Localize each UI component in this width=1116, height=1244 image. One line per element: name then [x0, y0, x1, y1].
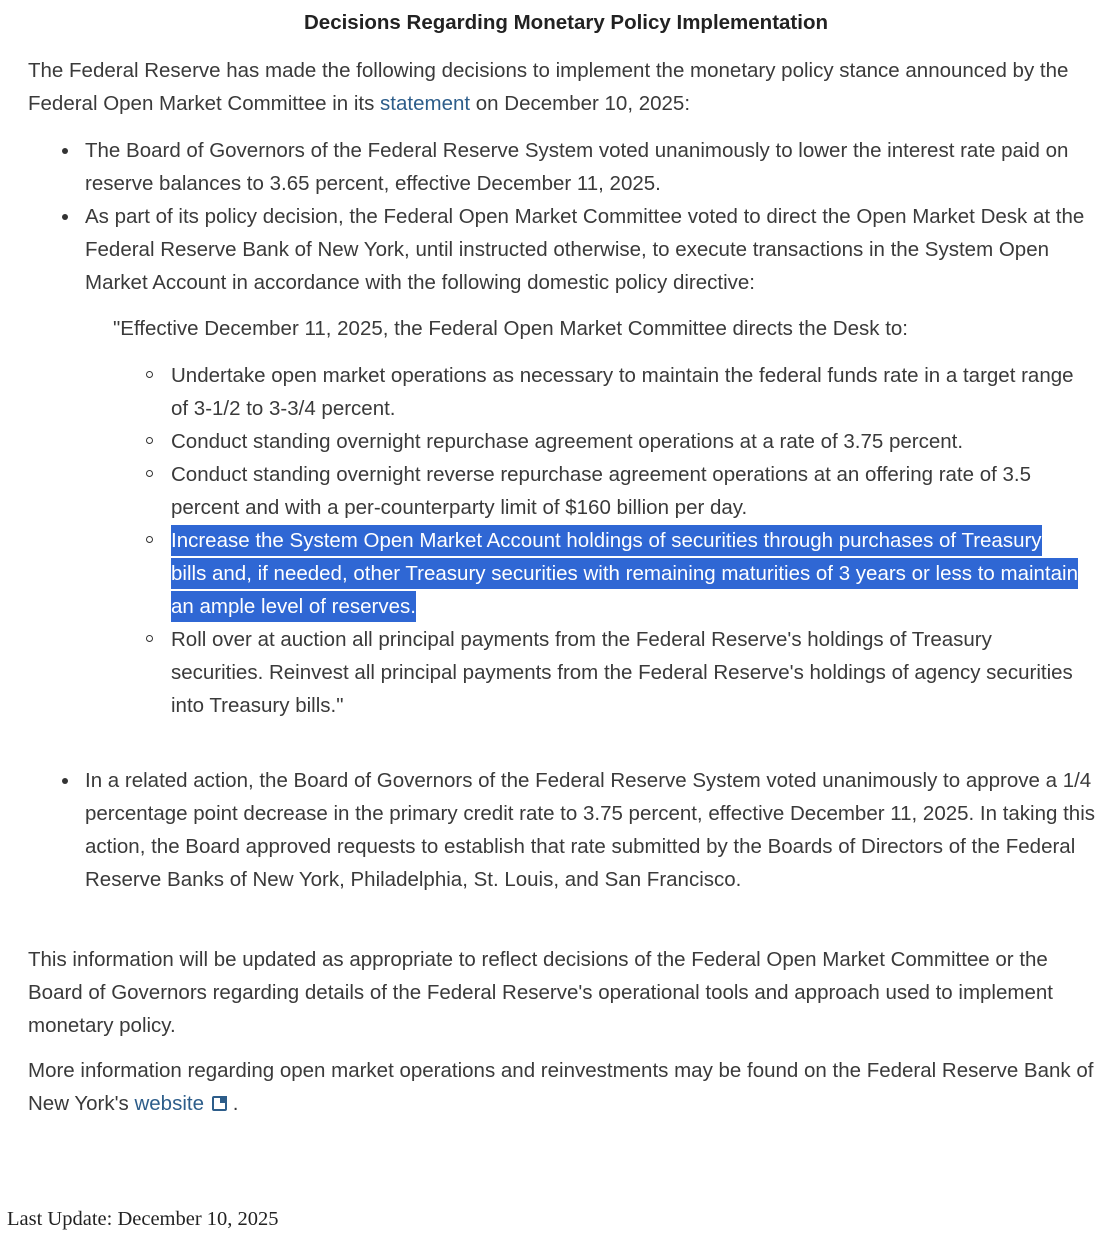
list-item: In a related action, the Board of Governors of the Federal Reserve System voted unanimously to approve a 1/4 percentage point decrease in the primary credit rate to 3.75 percent, effective December 11, 2025. In taking this action, the Board approved requests to establish that rate submitted by the Boards of Directors of the Federal Reserve Banks of New York, Philadelphia, St. Louis, and San Francisco. — [28, 764, 1108, 896]
statement-link[interactable]: statement — [380, 92, 471, 115]
more-info-period: . — [232, 1092, 239, 1115]
list-item: Conduct standing overnight reverse repurchase agreement operations at an offering rate of 3.5 percent and with a per-counterparty limit of $160 billion per day. — [145, 458, 1080, 524]
more-info-text: More information regarding open market operations and reinvestments may be found on the Federal Reserve Bank of New York's — [28, 1059, 1094, 1115]
directive-intro: "Effective December 11, 2025, the Federal Open Market Committee directs the Desk to: — [113, 317, 908, 340]
highlighted-text[interactable]: Increase the System Open Market Account holdings of securities through purchases of Treasury bills and, if needed, other Treasury securities with remaining maturities of 3 years or less to maintain an ample level of reserves. — [171, 525, 1078, 622]
list-item: The Board of Governors of the Federal Reserve System voted unanimously to lower the interest rate paid on reserve balances to 3.65 percent, effective December 11, 2025. — [28, 134, 1108, 200]
update-note: This information will be updated as appropriate to reflect decisions of the Federal Open Market Committee or the Board of Governors regarding details of the Federal Reserve's operational tools and approach used to implement monetary policy. — [28, 948, 1053, 1037]
list-item — [145, 524, 1080, 623]
list-item: Undertake open market operations as necessary to maintain the federal funds rate in a target range of 3-1/2 to 3-3/4 percent. — [145, 359, 1080, 425]
list-item: Conduct standing overnight repurchase agreement operations at a rate of 3.75 percent. — [145, 425, 1080, 458]
more-info-paragraph — [28, 1054, 1103, 1120]
intro-text-start: The Federal Reserve has made the following decisions to implement the monetary policy stance announced by the Federal Open Market Committee in its — [28, 59, 1069, 115]
external-link-icon[interactable] — [212, 1096, 227, 1111]
list-item: Roll over at auction all principal payments from the Federal Reserve's holdings of Treasury securities. Reinvest all principal payments from the Federal Reserve's holdings of agency securities into Treasury bills." — [145, 623, 1080, 722]
intro-text-end: on December 10, 2025: — [470, 92, 691, 115]
decision-list — [28, 134, 1108, 299]
intro-paragraph — [28, 54, 1103, 120]
website-link[interactable]: website — [134, 1092, 204, 1115]
related-action-list — [28, 764, 1108, 896]
page-title: Decisions Regarding Monetary Policy Implementation — [303, 11, 828, 34]
directive-list — [145, 359, 1080, 722]
list-item: As part of its policy decision, the Federal Open Market Committee voted to direct the Open Market Desk at the Federal Reserve Bank of New York, until instructed otherwise, to execute transactions in the System Open Market Account in accordance with the following domestic policy directive: — [28, 200, 1108, 299]
last-update: Last Update: December 10, 2025 — [7, 1208, 279, 1230]
